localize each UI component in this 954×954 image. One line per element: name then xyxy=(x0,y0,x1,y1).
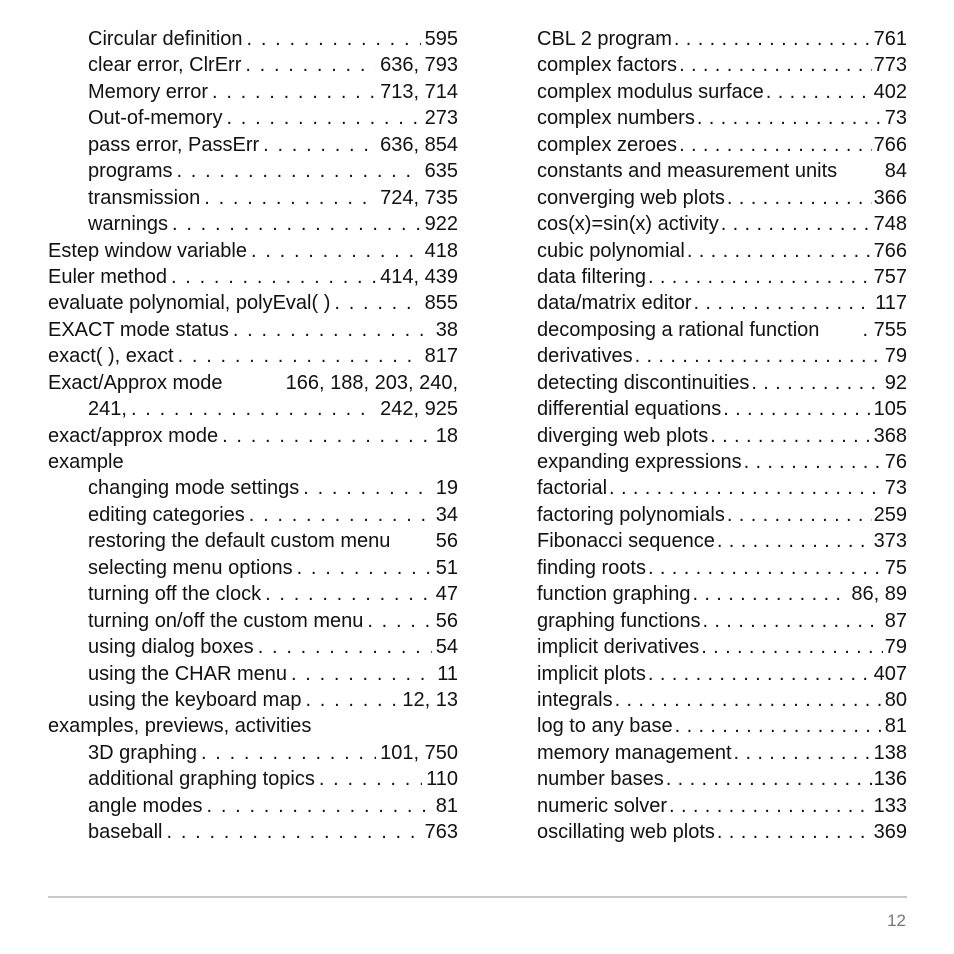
index-term: converging web plots xyxy=(537,186,725,209)
index-term: 3D graphing xyxy=(88,741,197,764)
index-entry xyxy=(537,713,907,739)
index-entry xyxy=(537,211,907,237)
index-page-refs: 79 xyxy=(884,345,907,368)
index-entry xyxy=(48,317,458,343)
index-page-refs: 84 xyxy=(884,160,907,183)
index-term: angle modes xyxy=(88,794,203,817)
index-term: 241, xyxy=(88,398,127,421)
index-entry xyxy=(48,819,458,845)
index-page-refs: 773 xyxy=(873,54,907,77)
index-term: examples, previews, activities xyxy=(48,715,312,738)
dot-leader xyxy=(692,581,849,607)
dot-leader xyxy=(609,475,883,501)
index-page-refs: 81 xyxy=(884,715,907,738)
index-page-refs: 56 xyxy=(435,530,458,553)
dot-leader xyxy=(666,766,872,792)
index-term: editing categories xyxy=(88,503,245,526)
dot-leader xyxy=(297,555,432,581)
index-term: Circular definition xyxy=(88,28,243,50)
index-page-refs: 414, 439 xyxy=(380,265,458,288)
index-entry xyxy=(48,52,458,78)
index-page-refs: 757 xyxy=(873,265,907,288)
index-page-refs: 56 xyxy=(435,609,458,632)
index-term: implicit plots xyxy=(537,662,646,685)
page-number: 12 xyxy=(887,911,906,930)
index-entry xyxy=(537,396,907,422)
index-entry xyxy=(537,687,907,713)
dot-leader xyxy=(723,396,871,422)
dot-leader xyxy=(245,52,376,78)
index-page-refs: 34 xyxy=(435,503,458,526)
index-term: decomposing a rational function xyxy=(537,318,820,341)
dot-leader xyxy=(744,449,883,475)
dot-leader xyxy=(178,343,421,369)
dot-leader xyxy=(687,238,872,264)
index-page-refs: 855 xyxy=(424,292,458,315)
index-page-refs: 636, 793 xyxy=(380,54,458,77)
index-term: complex numbers xyxy=(537,107,695,130)
dot-leader xyxy=(721,211,872,237)
index-term: memory management xyxy=(537,741,732,764)
index-entry xyxy=(537,555,907,581)
index-page-refs: 47 xyxy=(435,583,458,606)
index-entry xyxy=(48,475,458,501)
index-term: selecting menu options xyxy=(88,556,293,579)
dot-leader xyxy=(702,608,882,634)
dot-leader xyxy=(727,185,872,211)
index-term: Estep window variable xyxy=(48,239,247,262)
index-page-refs: . 755 xyxy=(862,318,907,341)
dot-leader xyxy=(226,105,420,131)
index-entry xyxy=(537,238,907,264)
index-page-refs: 136 xyxy=(873,768,907,791)
index-page-refs: 766 xyxy=(873,133,907,156)
dot-leader xyxy=(212,79,376,105)
index-entry xyxy=(537,370,907,396)
index-entry xyxy=(537,661,907,687)
index-entry xyxy=(48,687,458,713)
index-page-refs: 369 xyxy=(873,821,907,844)
index-page-refs: 368 xyxy=(873,424,907,447)
dot-leader xyxy=(766,79,872,105)
index-entry xyxy=(537,475,907,501)
index-page-refs: 86, 89 xyxy=(851,583,907,606)
index-term: complex zeroes xyxy=(537,133,678,156)
index-term: exact/approx mode xyxy=(48,424,219,447)
dot-leader xyxy=(171,264,376,290)
index-term: numeric solver xyxy=(537,794,668,817)
index-term: using the keyboard map xyxy=(88,688,302,711)
index-term: using dialog boxes xyxy=(88,636,254,659)
index-entry xyxy=(537,105,907,131)
dot-leader xyxy=(710,423,871,449)
index-entry xyxy=(537,528,907,554)
index-term: exact( ), exact xyxy=(48,345,174,368)
index-term: complex factors xyxy=(537,54,678,77)
dot-leader xyxy=(679,132,872,158)
dot-leader xyxy=(222,423,432,449)
index-entry xyxy=(48,343,458,369)
index-page-refs: 105 xyxy=(873,398,907,421)
index-entry xyxy=(537,158,907,184)
index-page-refs: 11 xyxy=(437,662,458,685)
index-term: warnings xyxy=(88,213,169,236)
index-entry xyxy=(48,26,458,52)
index-entry xyxy=(48,713,458,739)
index-page-refs: 76 xyxy=(884,451,907,473)
index-term: turning on/off the custom menu xyxy=(88,609,364,632)
index-entry xyxy=(48,158,458,184)
index-term: derivatives xyxy=(537,345,633,368)
dot-leader xyxy=(265,581,432,607)
index-page-refs: 75 xyxy=(884,556,907,579)
index-term: graphing functions xyxy=(537,609,701,632)
index-page-refs: 87 xyxy=(884,609,907,632)
index-entry xyxy=(537,581,907,607)
index-page-refs: 366 xyxy=(873,186,907,209)
dot-leader xyxy=(334,290,420,316)
dot-leader xyxy=(176,158,420,184)
index-term: implicit derivatives xyxy=(537,636,700,659)
index-term: pass error, PassErr xyxy=(88,133,260,156)
dot-leader xyxy=(648,264,872,290)
index-page-refs: 73 xyxy=(884,477,907,500)
index-page-refs: 92 xyxy=(884,371,907,394)
dot-leader xyxy=(249,502,432,528)
index-entry xyxy=(537,26,907,52)
index-page-refs: 636, 854 xyxy=(380,133,458,156)
index-entry xyxy=(48,396,458,422)
index-term: cubic polynomial xyxy=(537,239,685,262)
index-term: constants and measurement units xyxy=(537,160,838,183)
index-page-refs: 54 xyxy=(435,636,458,659)
index-entry xyxy=(48,528,458,554)
index-page-refs: 373 xyxy=(873,530,907,553)
index-term: turning off the clock xyxy=(88,583,262,606)
index-term: Out-of-memory xyxy=(88,107,223,130)
index-term: finding roots xyxy=(537,556,646,579)
index-entry xyxy=(48,581,458,607)
dot-leader xyxy=(717,528,872,554)
dot-leader xyxy=(635,343,883,369)
dot-leader xyxy=(615,687,883,713)
index-page-refs: 19 xyxy=(435,477,458,500)
dot-leader xyxy=(675,713,883,739)
index-entry xyxy=(537,819,907,845)
dot-leader xyxy=(131,396,376,422)
index-term: example xyxy=(48,451,124,473)
index-term: factoring polynomials xyxy=(537,503,725,526)
dot-leader xyxy=(204,185,376,211)
index-entry xyxy=(48,264,458,290)
index-page-refs: 595 xyxy=(424,28,458,50)
index-entry xyxy=(48,211,458,237)
index-page-refs: 748 xyxy=(873,213,907,236)
dot-leader xyxy=(694,290,874,316)
index-entry xyxy=(48,79,458,105)
index-entry xyxy=(537,740,907,766)
index-page-refs: 713, 714 xyxy=(380,80,458,103)
dot-leader xyxy=(648,555,883,581)
dot-leader xyxy=(669,793,872,819)
index-column-right xyxy=(537,26,907,846)
dot-leader xyxy=(303,475,432,501)
index-page-refs: 12, 13 xyxy=(402,688,458,711)
index-entry xyxy=(537,343,907,369)
index-entry xyxy=(537,766,907,792)
index-page-refs: 166, 188, 203, 240, xyxy=(285,371,458,394)
index-entry xyxy=(48,766,458,792)
dot-leader xyxy=(319,766,422,792)
index-column-left xyxy=(48,26,458,846)
index-entry xyxy=(48,185,458,211)
index-term: function graphing xyxy=(537,583,691,606)
index-page-refs: 110 xyxy=(426,768,458,791)
dot-leader xyxy=(679,52,872,78)
index-term: Euler method xyxy=(48,265,167,288)
index-page-refs: 761 xyxy=(873,28,907,50)
index-page-refs: 138 xyxy=(873,741,907,764)
dot-leader xyxy=(701,634,882,660)
dot-leader xyxy=(201,740,376,766)
index-term: Fibonacci sequence xyxy=(537,530,715,553)
index-entry xyxy=(48,740,458,766)
index-term: log to any base xyxy=(537,715,673,738)
index-page-refs: 766 xyxy=(873,239,907,262)
index-term: complex modulus surface xyxy=(537,80,764,103)
dot-leader xyxy=(247,26,421,52)
index-term: EXACT mode status xyxy=(48,318,229,341)
index-term: baseball xyxy=(88,821,163,844)
index-entry xyxy=(537,132,907,158)
index-page-refs: 117 xyxy=(875,292,907,315)
dot-leader xyxy=(258,634,432,660)
index-page-refs: 18 xyxy=(435,424,458,447)
index-term: using the CHAR menu xyxy=(88,662,287,685)
index-term: transmission xyxy=(88,186,201,209)
index-page-refs: 80 xyxy=(884,688,907,711)
index-entry xyxy=(537,264,907,290)
index-entry xyxy=(48,132,458,158)
index-entry xyxy=(537,290,907,316)
dot-leader xyxy=(697,105,883,131)
dot-leader xyxy=(727,502,872,528)
index-term: programs xyxy=(88,160,173,183)
index-entry xyxy=(48,555,458,581)
index-entry xyxy=(48,370,458,396)
index-term: factorial xyxy=(537,477,608,500)
index-term: data filtering xyxy=(537,265,646,288)
dot-leader xyxy=(305,687,398,713)
dot-leader xyxy=(717,819,872,845)
index-page-refs: 724, 735 xyxy=(380,186,458,209)
index-page-refs: 133 xyxy=(873,794,907,817)
index-entry xyxy=(48,661,458,687)
index-page-refs: 101, 750 xyxy=(380,741,458,764)
dot-leader xyxy=(263,132,376,158)
index-page-refs: 38 xyxy=(435,318,458,341)
index-page-refs: 407 xyxy=(873,662,907,685)
index-entry xyxy=(48,290,458,316)
index-entry xyxy=(48,608,458,634)
index-entry xyxy=(48,793,458,819)
index-entry xyxy=(537,634,907,660)
index-term: oscillating web plots xyxy=(537,821,715,844)
index-term: evaluate polynomial, polyEval( ) xyxy=(48,292,331,315)
dot-leader xyxy=(751,370,882,396)
index-term: differential equations xyxy=(537,398,722,421)
index-term: restoring the default custom menu xyxy=(88,530,391,553)
index-term: additional graphing topics xyxy=(88,768,315,791)
dot-leader xyxy=(648,661,872,687)
index-entry xyxy=(537,317,907,343)
dot-leader xyxy=(674,26,872,52)
index-term: integrals xyxy=(537,688,613,711)
index-page-refs: 402 xyxy=(873,80,907,103)
index-entry xyxy=(537,185,907,211)
index-page-refs: 817 xyxy=(424,345,458,368)
index-page-refs: 79 xyxy=(884,636,907,659)
index-term: number bases xyxy=(537,768,664,791)
dot-leader xyxy=(233,317,432,343)
index-page-refs: 922 xyxy=(424,213,458,236)
index-entry xyxy=(48,502,458,528)
dot-leader xyxy=(367,608,431,634)
index-term: data/matrix editor xyxy=(537,292,692,315)
index-page-refs: 763 xyxy=(424,821,458,844)
index-entry xyxy=(537,423,907,449)
index-term: changing mode settings xyxy=(88,477,300,500)
index-entry xyxy=(48,449,458,475)
index-term: diverging web plots xyxy=(537,424,709,447)
dot-leader xyxy=(734,740,872,766)
index-term: Memory error xyxy=(88,80,209,103)
dot-leader xyxy=(172,211,421,237)
index-page-refs: 418 xyxy=(424,239,458,262)
index-entry xyxy=(48,634,458,660)
dot-leader xyxy=(207,793,432,819)
dot-leader xyxy=(251,238,421,264)
dot-leader xyxy=(291,661,433,687)
index-entry xyxy=(48,238,458,264)
index-term: CBL 2 program xyxy=(537,28,672,50)
index-entry xyxy=(537,502,907,528)
index-entry xyxy=(537,52,907,78)
index-entry xyxy=(537,449,907,475)
index-entry xyxy=(537,608,907,634)
index-term: detecting discontinuities xyxy=(537,371,750,394)
index-entry xyxy=(48,105,458,131)
index-term: cos(x)=sin(x) activity xyxy=(537,213,719,236)
index-page-refs: 73 xyxy=(884,107,907,130)
index-entry xyxy=(537,79,907,105)
index-entry xyxy=(537,793,907,819)
footer-divider xyxy=(48,896,907,898)
index-page-refs: 81 xyxy=(435,794,458,817)
index-term: clear error, ClrErr xyxy=(88,54,242,77)
index-page-refs: 273 xyxy=(424,107,458,130)
index-page-refs: 242, 925 xyxy=(380,398,458,421)
index-entry xyxy=(48,423,458,449)
index-page-refs: 635 xyxy=(424,160,458,183)
index-term: Exact/Approx mode xyxy=(48,371,223,394)
index-page-refs: 259 xyxy=(873,503,907,526)
dot-leader xyxy=(167,819,421,845)
index-page-refs: 51 xyxy=(435,556,458,579)
index-term: expanding expressions xyxy=(537,451,742,473)
